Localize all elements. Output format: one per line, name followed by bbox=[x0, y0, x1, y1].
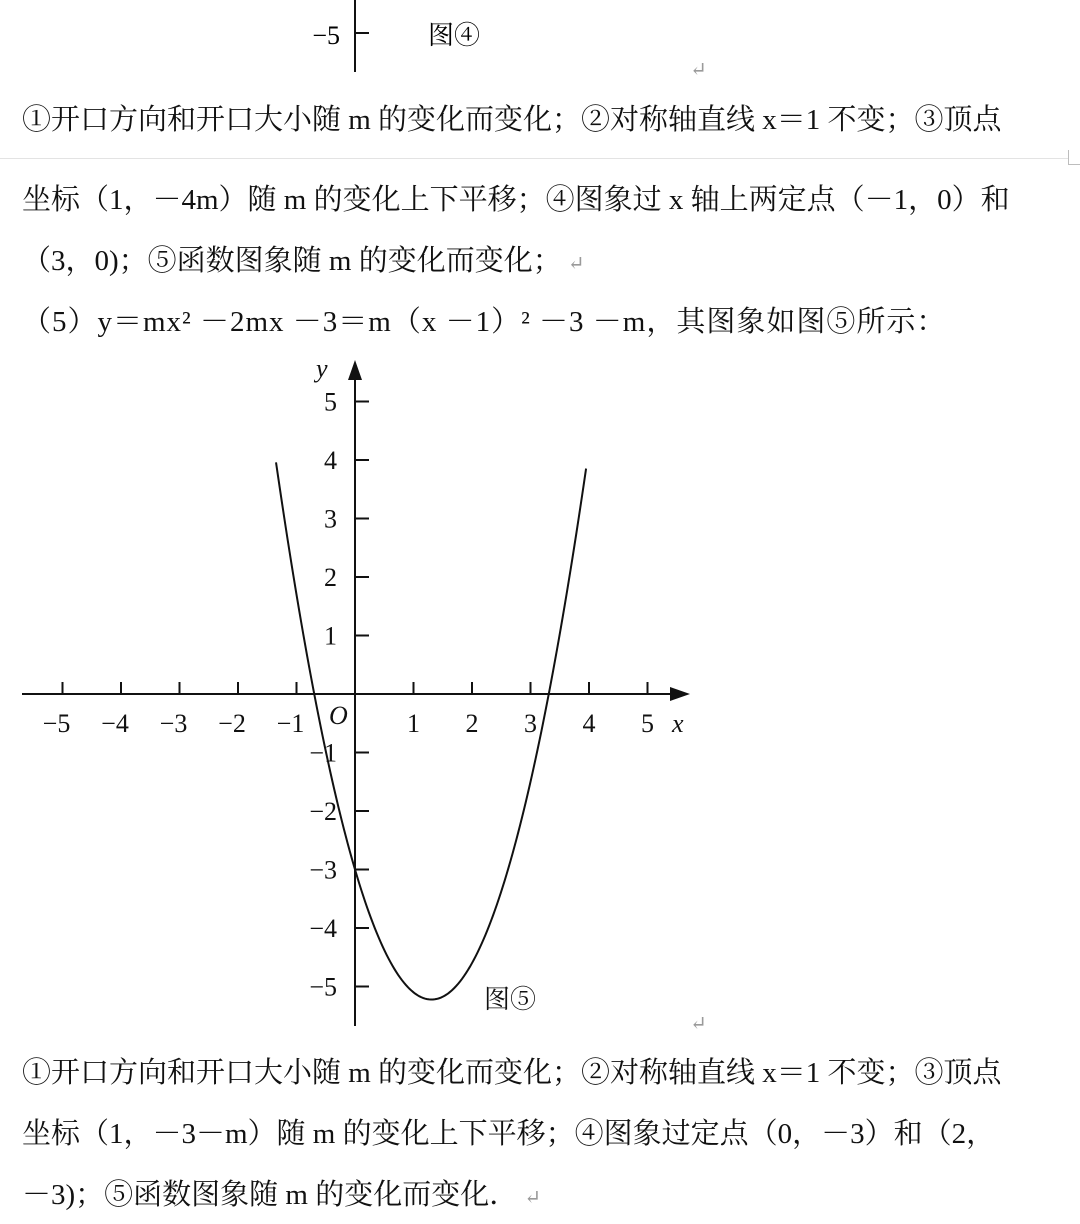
x-tick-label: −1 bbox=[276, 709, 305, 738]
item5-equation: （5）y＝mx² －2mx －3＝m（x －1）² －3 －m，其图象如图⑤所示： bbox=[22, 306, 947, 338]
figure-4-remnant bbox=[0, 0, 1080, 80]
x-axis-label: x bbox=[672, 709, 684, 738]
y-axis-arrow bbox=[348, 360, 362, 380]
return-mark: ↵ bbox=[690, 59, 707, 80]
para5-line3-text: －3)；⑤函数图象随 m 的变化而变化． bbox=[22, 1179, 519, 1211]
para5-line3 bbox=[22, 1175, 541, 1218]
x-tick-label: −4 bbox=[101, 709, 129, 738]
return-mark: ↵ bbox=[690, 1013, 707, 1035]
y-tick-label: −3 bbox=[309, 855, 337, 885]
page-break-line bbox=[0, 158, 1068, 159]
x-tick-label: 1 bbox=[407, 709, 420, 738]
origin-label: O bbox=[329, 701, 348, 730]
y-tick-label: −2 bbox=[309, 797, 337, 826]
y-tick-label: −5 bbox=[309, 972, 337, 1002]
y-tick-label: 5 bbox=[324, 387, 337, 417]
fig4-caption: 图④ bbox=[428, 21, 481, 50]
y-axis-label: y bbox=[316, 354, 328, 383]
x-tick-label: 4 bbox=[582, 709, 596, 738]
y-tick-label: 1 bbox=[324, 621, 337, 651]
para5-line2: 坐标（1，－3－m）随 m 的变化上下平移；④图象过定点（0，－3）和（2， bbox=[22, 1118, 996, 1150]
figure-caption: 图⑤ bbox=[484, 985, 537, 1014]
para4-line2: 坐标（1，－4m）随 m 的变化上下平移；④图象过 x 轴上两定点（－1，0）和 bbox=[22, 184, 1010, 216]
y-tick-label: −4 bbox=[309, 914, 337, 943]
para4-line3-text: （3，0)；⑤函数图象随 m 的变化而变化； bbox=[22, 245, 562, 277]
y-tick-label: 3 bbox=[324, 504, 337, 534]
return-mark: ↵ bbox=[524, 1187, 541, 1209]
fig4-tick-label: −5 bbox=[312, 21, 340, 50]
x-tick-label: 2 bbox=[465, 709, 479, 738]
y-tick-label: 2 bbox=[324, 563, 337, 592]
x-tick-label: −5 bbox=[42, 709, 71, 738]
x-tick-label: 5 bbox=[641, 709, 654, 738]
y-tick-label: 4 bbox=[324, 446, 337, 475]
return-mark: ↵ bbox=[567, 253, 585, 275]
x-tick-label: −3 bbox=[159, 709, 188, 738]
para4-line3 bbox=[22, 241, 584, 284]
x-axis-arrow bbox=[670, 687, 690, 701]
page-corner-mark bbox=[1068, 150, 1080, 165]
para4-line1: ①开口方向和开口大小随 m 的变化而变化；②对称轴直线 x＝1 不变；③顶点 bbox=[22, 104, 1002, 136]
y-tick-label: −1 bbox=[309, 738, 337, 768]
para5-line1: ①开口方向和开口大小随 m 的变化而变化；②对称轴直线 x＝1 不变；③顶点 bbox=[22, 1057, 1002, 1089]
x-tick-label: 3 bbox=[524, 709, 537, 738]
x-tick-label: −2 bbox=[218, 709, 246, 738]
figure-5-chart bbox=[0, 350, 1080, 1040]
